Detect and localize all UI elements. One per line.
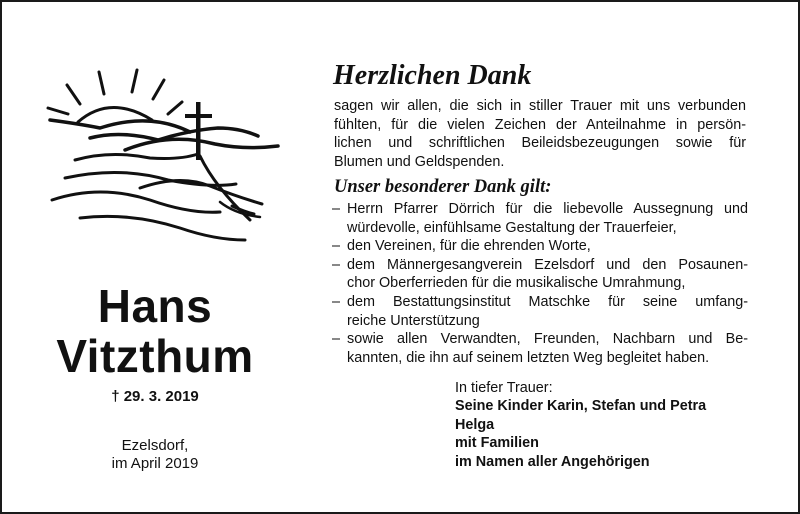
intro-line: Blumen und Geldspenden. (334, 153, 505, 170)
intro-paragraph (334, 97, 746, 171)
list-item-line: kannten, die ihn auf seinem letzten Weg begleitet haben. (347, 349, 710, 366)
list-item (332, 200, 748, 237)
place-line: Ezelsdorf, (121, 437, 189, 454)
mourner-line: im Namen aller Angehörigen (455, 453, 650, 470)
place-and-date (30, 437, 280, 473)
intro-line: sagen wir allen, die sich in stiller Trauer mit uns verbunden (334, 98, 746, 114)
list-item (332, 330, 748, 367)
death-date: † 29. 3. 2019 (111, 388, 199, 405)
list-dash: – (332, 201, 341, 217)
list-item-line: dem Bestattungsinstitut Matschke für seine umfang- (347, 293, 748, 310)
list-item-line: reiche Unterstützung (347, 312, 480, 329)
thanks-list (332, 200, 748, 367)
list-item-line: den Vereinen, für die ehrenden Worte, (347, 238, 591, 255)
list-dash: – (332, 238, 341, 255)
list-item-line: chor Oberferrieden für die musikalische Umrahmung, (347, 275, 686, 292)
list-item-line: Herrn Pfarrer Dörrich für die liebevolle Aussegnung und (347, 201, 748, 217)
mourner-line: mit Familien (455, 435, 539, 452)
intro-line: fühlten, für die vielen Zeichen der Anteilnahme in persön- (334, 116, 746, 133)
deceased-last-name: Vitzthum (56, 330, 254, 382)
mourner-line: Helga (455, 416, 495, 433)
sunrise-hills-cross-illustration (40, 62, 290, 252)
list-dash: – (332, 331, 341, 348)
list-dash: – (332, 256, 341, 273)
list-item-line: würdevolle, einfühlsame Gestaltung der Trauerfeier, (347, 219, 677, 236)
mourners-block (455, 379, 755, 471)
intro-line: lichen und schriftlichen Beileidsbezeugungen sowie für (334, 135, 746, 152)
deceased-first-name: Hans (97, 280, 213, 332)
month-line: im April 2019 (111, 455, 199, 472)
list-item-line: sowie allen Verwandten, Freunden, Nachbarn und Be- (347, 331, 748, 348)
notice-title: Herzlichen Dank (333, 60, 532, 91)
list-item (332, 293, 748, 330)
mourner-line: Seine Kinder Karin, Stefan und Petra (455, 398, 707, 415)
list-item (332, 237, 748, 256)
special-thanks-heading: Unser besonderer Dank gilt: (334, 177, 552, 197)
list-item-line: dem Männergesangverein Ezelsdorf und den Posaunen- (347, 256, 748, 273)
list-item (332, 256, 748, 293)
list-dash: – (332, 293, 341, 310)
mourners-label: In tiefer Trauer: (455, 380, 553, 396)
